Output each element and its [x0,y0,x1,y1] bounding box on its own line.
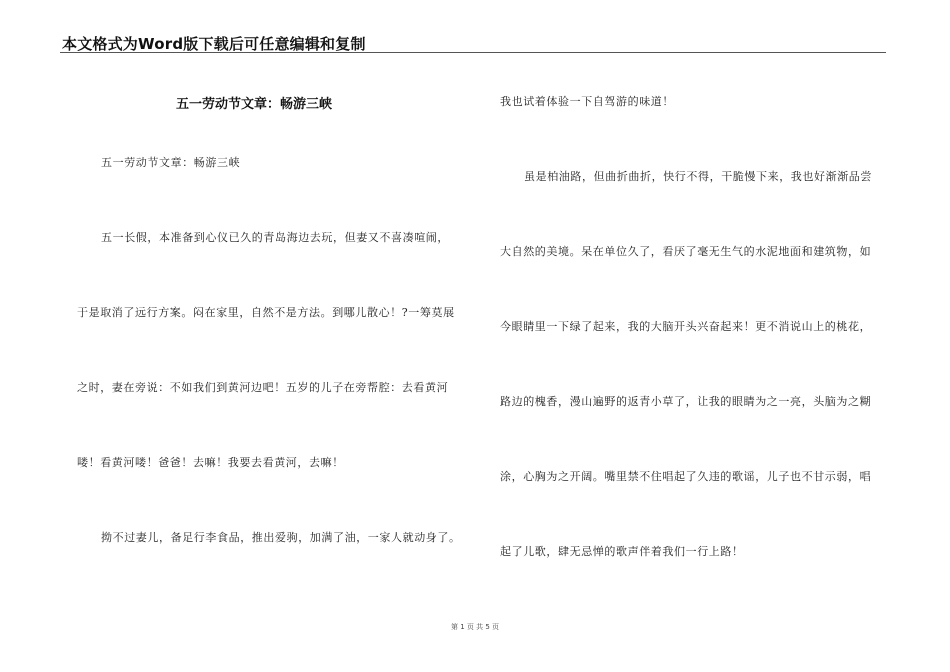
left-paragraph-line: 喽！看黄河喽！爸爸！去嘛！我要去看黄河，去嘛！ [77,456,344,469]
right-paragraph-line: 大自然的美境。呆在单位久了，看厌了毫无生气的水泥地面和建筑物，如 [500,245,872,258]
page-number: 第 1 页 共 5 页 [450,623,500,631]
header-divider [60,52,886,53]
left-paragraph-line: 五一长假，本准备到心仪已久的青岛海边去玩，但妻又不喜凑喧闹， [101,231,449,244]
left-paragraph-line: 之时，妻在旁说：不如我们到黄河边吧！五岁的儿子在旁帮腔：去看黄河 [77,381,449,394]
left-paragraph-line: 五一劳动节文章：畅游三峡 [101,156,241,169]
document-title: 五一劳动节文章：畅游三峡 [176,97,333,112]
right-paragraph-line: 今眼睛里一下绿了起来，我的大脑开头兴奋起来！更不消说山上的桃花， [500,320,872,333]
left-paragraph-line: 于是取消了远行方案。闷在家里，自然不是方法。到哪儿散心！?一筹莫展 [77,306,455,319]
right-paragraph-line: 虽是柏油路，但曲折曲折，快行不得，干脆慢下来，我也好渐渐品尝 [524,170,872,183]
left-paragraph-line: 拗不过妻儿，备足行李食品，推出爱驹，加满了油，一家人就动身了。 [101,531,461,544]
right-paragraph-line: 我也试着体验一下自驾游的味道！ [500,95,674,108]
right-paragraph-line: 路边的槐香，漫山遍野的返青小草了，让我的眼睛为之一亮，头脑为之糊 [500,395,872,408]
header-title: 本文格式为Word版下载后可任意编辑和复制 [62,35,366,53]
right-paragraph-line: 涂，心胸为之开阔。嘴里禁不住唱起了久违的歌谣，儿子也不甘示弱，唱 [500,470,872,483]
right-paragraph-line: 起了儿歌，肆无忌惮的歌声伴着我们一行上路！ [500,545,744,558]
